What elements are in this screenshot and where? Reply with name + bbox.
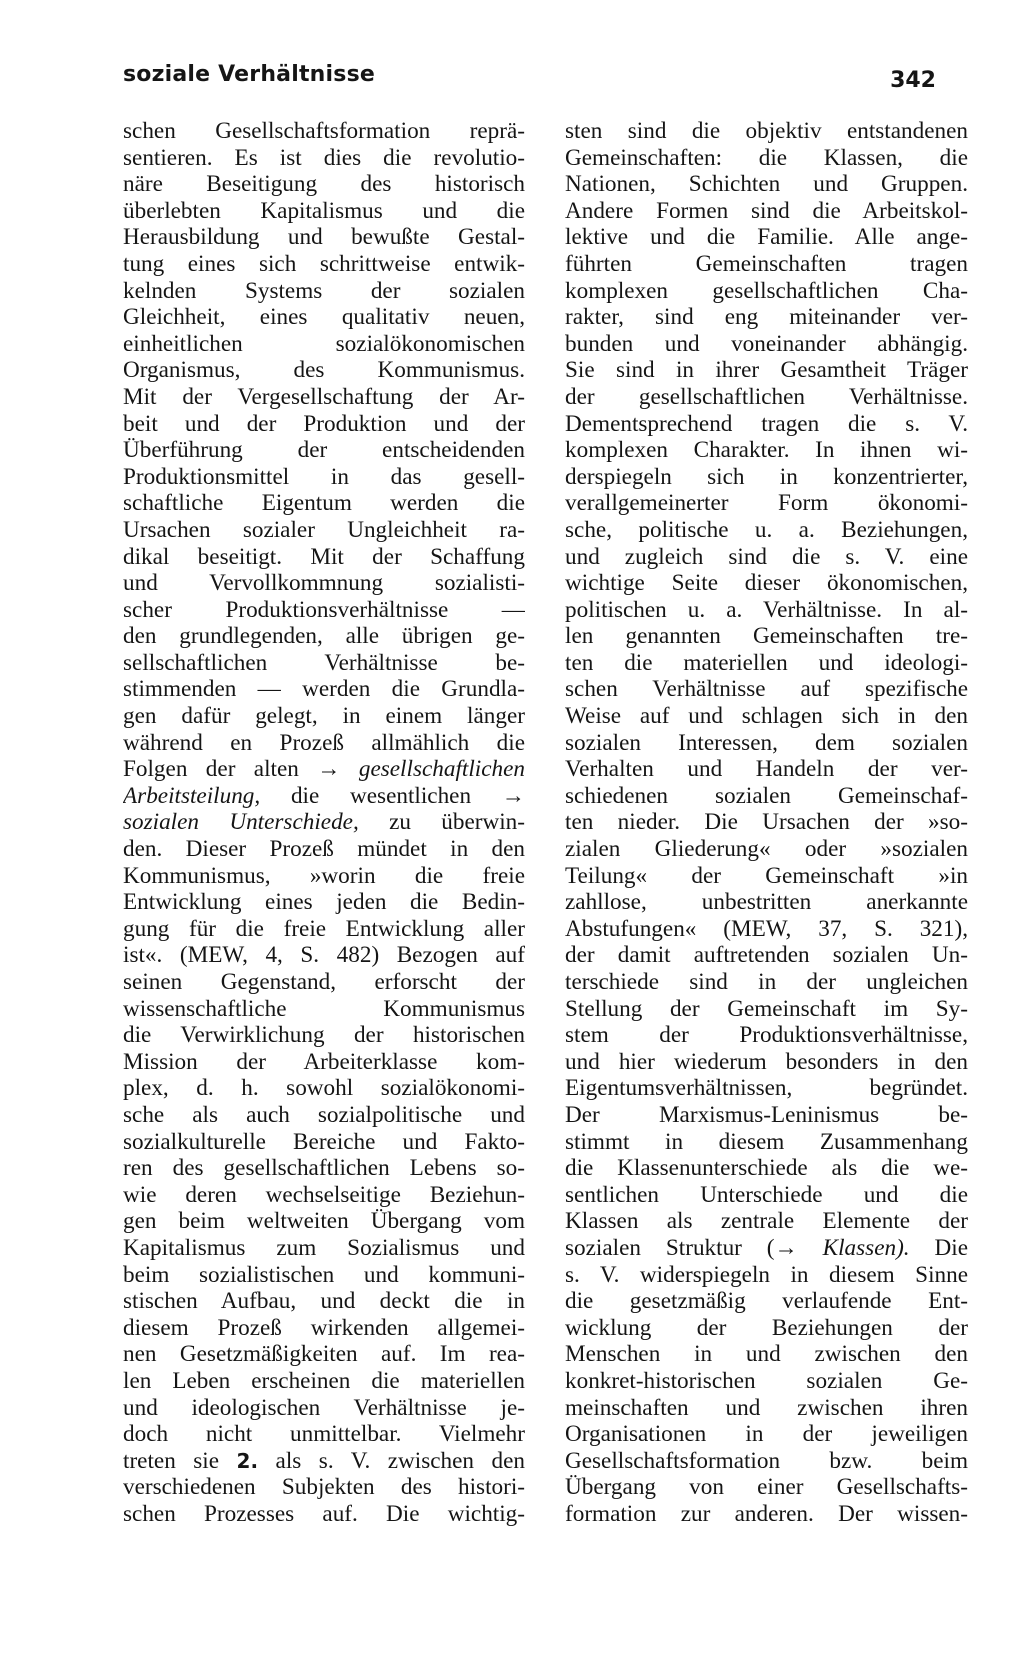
text-line: [123, 384, 525, 411]
text-line: [123, 650, 525, 677]
cross-reference: sozialen Unterschiede,: [123, 809, 359, 836]
text-run: Menschen in und zwischen den: [565, 1341, 968, 1368]
text-run: kelnden Systems der sozialen: [123, 277, 525, 304]
text-run: die Klassenunterschiede als die we-: [565, 1155, 968, 1182]
text-run: Übergang von einer Gesellschafts-: [565, 1474, 968, 1501]
text-run: scher Produktionsverhältnisse —: [123, 596, 525, 623]
text-run: lektive und die Familie. Alle ange-: [565, 224, 968, 251]
text-line: [123, 969, 525, 996]
text-run: Überführung der entscheidenden: [123, 437, 525, 464]
text-line: [123, 331, 525, 358]
text-line: [565, 1075, 968, 1102]
text-line: [565, 145, 968, 172]
text-line: [565, 1235, 968, 1262]
text-line: [123, 916, 525, 943]
text-line: [565, 836, 968, 863]
text-line: [565, 863, 968, 890]
text-line: [565, 1448, 968, 1475]
text-line: [123, 570, 525, 597]
text-run: und hier wiederum besonders in den: [565, 1048, 968, 1075]
text-line: [565, 1315, 968, 1342]
text-line: [123, 1474, 525, 1501]
text-line: [565, 756, 968, 783]
text-run: Organisationen in der jeweiligen: [565, 1421, 968, 1448]
text-run: stimmt in diesem Zusammenhang: [565, 1128, 968, 1155]
text-run: als s. V. zwischen den: [258, 1447, 525, 1474]
text-line: [123, 224, 525, 251]
text-run: Organismus, des Kommunismus.: [123, 357, 525, 384]
text-line: [123, 597, 525, 624]
text-line: [565, 1368, 968, 1395]
text-line: [565, 544, 968, 571]
text-run: sellschaftlichen Verhältnisse be-: [123, 649, 525, 676]
text-run: terschiede sind in der ungleichen: [565, 969, 968, 995]
text-line: [565, 437, 968, 464]
text-line: [565, 171, 968, 198]
text-run: doch nicht unmittelbar. Vielmehr: [123, 1421, 525, 1448]
text-run: gung für die freie Entwicklung aller: [123, 915, 525, 942]
text-line: [123, 437, 525, 464]
text-line: [565, 1155, 968, 1182]
cross-reference: Klassen).: [822, 1234, 910, 1261]
text-line: [123, 676, 525, 703]
text-line: [565, 996, 968, 1023]
text-run: sentlichen Unterschiede und die: [565, 1181, 968, 1208]
text-run: näre Beseitigung des historisch: [123, 171, 525, 198]
text-run: schen Prozesses auf. Die wichtig-: [123, 1500, 525, 1527]
text-line: [123, 1421, 525, 1448]
text-line: [565, 384, 968, 411]
section-number: 2.: [236, 1448, 259, 1473]
text-run: den. Dieser Prozeß mündet in den: [123, 836, 525, 863]
cross-reference: gesellschaftlichen: [358, 756, 525, 783]
text-run: Mit der Vergesellschaftung der Ar-: [123, 383, 525, 410]
text-line: [123, 730, 525, 757]
text-run: Weise auf und schlagen sich in den: [565, 703, 968, 730]
text-run: einheitlichen sozialökonomischen: [123, 330, 525, 357]
text-run: komplexen gesellschaftlichen Cha-: [565, 277, 968, 304]
text-line: [565, 1182, 968, 1209]
text-run: len Leben erscheinen die materiellen: [123, 1367, 525, 1394]
text-line: [123, 783, 525, 810]
text-line: [123, 1182, 525, 1209]
text-run: Eigentumsverhältnissen, begründet.: [565, 1075, 968, 1102]
text-run: stischen Aufbau, und deckt die in: [123, 1288, 525, 1315]
text-line: [123, 1395, 525, 1422]
text-line: [565, 730, 968, 757]
text-line: [565, 118, 968, 145]
text-run: ren des gesellschaftlichen Lebens so-: [123, 1155, 525, 1182]
text-line: [565, 916, 968, 943]
text-run: derspiegeln sich in konzentrierter,: [565, 463, 968, 490]
text-run: schaftliche Eigentum werden die: [123, 490, 525, 517]
text-run: gen dafür gelegt, in einem länger: [123, 703, 525, 730]
text-run: Gleichheit, eines qualitativ neuen,: [123, 304, 525, 331]
text-run: politischen u. a. Verhältnisse. In al-: [565, 596, 968, 623]
text-run: sentieren. Es ist dies die revolutio-: [123, 144, 525, 171]
text-run: Kapitalismus zum Sozialismus und: [123, 1234, 525, 1261]
text-line: [123, 623, 525, 650]
text-line: [565, 889, 968, 916]
text-run: sche als auch sozialpolitische und: [123, 1101, 525, 1128]
text-line: [565, 570, 968, 597]
text-line: [123, 863, 525, 890]
text-line: [123, 1129, 525, 1156]
text-line: [565, 1262, 968, 1289]
text-line: [565, 1341, 968, 1368]
text-run: Sie sind in ihrer Gesamtheit Träger: [565, 357, 968, 384]
text-run: Die: [909, 1234, 968, 1261]
text-run: die gesetzmäßig verlaufende Ent-: [565, 1288, 968, 1315]
text-line: [565, 1421, 968, 1448]
text-line: [123, 1155, 525, 1182]
text-run: seinen Gegenstand, erforscht der: [123, 969, 525, 995]
text-run: Stellung der Gemeinschaft im Sy-: [565, 995, 968, 1022]
text-line: [565, 650, 968, 677]
text-run: beit und der Produktion und der: [123, 410, 525, 437]
text-line: [123, 145, 525, 172]
text-line: [565, 224, 968, 251]
text-run: dikal beseitigt. Mit der Schaffung: [123, 543, 525, 570]
text-line: [565, 809, 968, 836]
text-line: [565, 490, 968, 517]
text-run: schen Verhältnisse auf spezifische: [565, 676, 968, 703]
text-line: [123, 889, 525, 916]
text-run: wicklung der Beziehungen der: [565, 1314, 968, 1341]
text-run: die wesentlichen →: [260, 782, 525, 809]
text-line: [123, 1022, 525, 1049]
text-run: zu überwin-: [358, 809, 525, 836]
text-run: zahllose, unbestritten anerkannte: [565, 889, 968, 916]
text-line: [565, 411, 968, 438]
text-run: Entwicklung eines jeden die Bedin-: [123, 889, 525, 916]
text-run: Folgen der alten →: [123, 756, 359, 783]
text-line: [565, 783, 968, 810]
text-line: [565, 304, 968, 331]
text-run: treten sie: [123, 1447, 237, 1474]
text-line: [123, 411, 525, 438]
text-line: [123, 304, 525, 331]
text-line: [123, 1288, 525, 1315]
text-run: len genannten Gemeinschaften tre-: [565, 623, 968, 650]
text-run: Abstufungen« (MEW, 37, S. 321),: [565, 915, 968, 942]
text-run: sozialkulturelle Bereiche und Fakto-: [123, 1128, 525, 1155]
text-line: [123, 1368, 525, 1395]
text-run: wie deren wechselseitige Beziehun-: [123, 1181, 525, 1208]
text-line: [123, 1315, 525, 1342]
text-line: [565, 198, 968, 225]
text-run: verschiedenen Subjekten des histori-: [123, 1474, 525, 1501]
text-line: [565, 1129, 968, 1156]
text-run: wichtige Seite dieser ökonomischen,: [565, 570, 968, 597]
text-run: stem der Produktionsverhältnisse,: [565, 1022, 968, 1049]
text-line: [565, 623, 968, 650]
text-line: [123, 544, 525, 571]
text-run: und ideologischen Verhältnisse je-: [123, 1394, 525, 1421]
text-line: [123, 703, 525, 730]
cross-reference: Arbeitsteilung,: [123, 782, 261, 809]
text-run: Teilung« der Gemeinschaft »in: [565, 862, 968, 889]
text-column-left: [123, 118, 525, 1527]
text-line: [565, 1102, 968, 1129]
text-line: [565, 1288, 968, 1315]
text-line: [565, 517, 968, 544]
text-line: [123, 357, 525, 384]
text-run: rakter, sind eng miteinander ver-: [565, 304, 968, 331]
text-run: sozialen Struktur (→: [565, 1234, 823, 1261]
text-run: formation zur anderen. Der wissen-: [565, 1500, 968, 1527]
text-line: [565, 676, 968, 703]
text-line: [565, 1049, 968, 1076]
text-run: Gesellschaftsformation bzw. beim: [565, 1447, 968, 1474]
running-head-title: soziale Verhältnisse: [123, 62, 375, 87]
text-line: [565, 597, 968, 624]
text-run: schiedenen sozialen Gemeinschaf-: [565, 782, 968, 809]
text-run: Verhalten und Handeln der ver-: [565, 756, 968, 783]
text-column-right: [565, 118, 968, 1527]
text-run: gen beim weltweiten Übergang vom: [123, 1208, 525, 1235]
text-line: [123, 1208, 525, 1235]
text-line: [123, 756, 525, 783]
text-run: die Verwirklichung der historischen: [123, 1022, 525, 1049]
text-run: ist«. (MEW, 4, S. 482) Bezogen auf: [123, 942, 525, 969]
text-run: Dementsprechend tragen die s. V.: [565, 410, 968, 437]
text-line: [565, 1474, 968, 1501]
text-run: ten nieder. Die Ursachen der »so-: [565, 809, 968, 836]
text-run: bunden und voneinander abhängig.: [565, 330, 968, 357]
text-run: plex, d. h. sowohl sozialökonomi-: [123, 1075, 525, 1102]
text-run: wissenschaftliche Kommunismus: [123, 995, 525, 1022]
text-run: überlebten Kapitalismus und die: [123, 197, 525, 224]
text-line: [123, 1341, 525, 1368]
text-run: den grundlegenden, alle übrigen ge-: [123, 623, 525, 650]
text-run: Klassen als zentrale Elemente der: [565, 1208, 968, 1235]
text-run: Andere Formen sind die Arbeitskol-: [565, 197, 968, 224]
text-run: meinschaften und zwischen ihren: [565, 1394, 968, 1421]
text-line: [123, 1501, 525, 1528]
text-run: Gemeinschaften: die Klassen, die: [565, 144, 968, 171]
text-run: und zugleich sind die s. V. eine: [565, 543, 968, 570]
text-line: [123, 1448, 525, 1475]
text-line: [565, 1022, 968, 1049]
text-line: [565, 331, 968, 358]
text-line: [123, 1075, 525, 1102]
text-run: und Vervollkommnung sozialisti-: [123, 570, 525, 597]
text-line: [123, 278, 525, 305]
text-run: verallgemeinerter Form ökonomi-: [565, 490, 968, 517]
text-run: diesem Prozeß wirkenden allgemei-: [123, 1314, 525, 1341]
text-run: schen Gesellschaftsformation reprä-: [123, 118, 525, 144]
text-run: sche, politische u. a. Beziehungen,: [565, 516, 968, 543]
text-run: ten die materiellen und ideologi-: [565, 649, 968, 676]
text-run: stimmenden — werden die Grundla-: [123, 676, 525, 703]
text-run: während en Prozeß allmählich die: [123, 729, 525, 756]
text-line: [565, 357, 968, 384]
text-run: Der Marxismus-Leninismus be-: [565, 1101, 968, 1128]
text-line: [123, 464, 525, 491]
text-line: [565, 942, 968, 969]
text-run: Ursachen sozialer Ungleichheit ra-: [123, 516, 525, 543]
text-line: [123, 836, 525, 863]
text-line: [123, 251, 525, 278]
text-run: nen Gesetzmäßigkeiten auf. Im rea-: [123, 1341, 525, 1368]
text-line: [123, 1262, 525, 1289]
text-line: [565, 1395, 968, 1422]
text-line: [123, 118, 525, 145]
text-line: [565, 278, 968, 305]
text-line: [123, 1235, 525, 1262]
text-run: konkret-historischen sozialen Ge-: [565, 1367, 968, 1394]
page-number: 342: [890, 68, 936, 93]
text-line: [565, 969, 968, 996]
text-line: [123, 809, 525, 836]
text-run: s. V. widerspiegeln in diesem Sinne: [565, 1261, 968, 1288]
text-line: [565, 1501, 968, 1528]
text-run: sten sind die objektiv entstandenen: [565, 118, 968, 144]
text-run: Produktionsmittel in das gesell-: [123, 463, 525, 490]
text-line: [123, 942, 525, 969]
text-line: [565, 464, 968, 491]
text-run: Kommunismus, »worin die freie: [123, 862, 525, 889]
text-line: [123, 198, 525, 225]
text-run: der damit auftretenden sozialen Un-: [565, 942, 968, 969]
text-run: der gesellschaftlichen Verhältnisse.: [565, 383, 968, 410]
text-run: zialen Gliederung« oder »sozialen: [565, 836, 968, 863]
text-run: beim sozialistischen und kommuni-: [123, 1261, 525, 1288]
text-line: [123, 490, 525, 517]
text-line: [565, 251, 968, 278]
text-run: Mission der Arbeiterklasse kom-: [123, 1048, 525, 1075]
text-line: [123, 1049, 525, 1076]
text-run: Nationen, Schichten und Gruppen.: [565, 171, 968, 198]
text-run: Herausbildung und bewußte Gestal-: [123, 224, 525, 251]
text-run: komplexen Charakter. In ihnen wi-: [565, 437, 968, 464]
text-run: führten Gemeinschaften tragen: [565, 250, 968, 277]
text-line: [123, 1102, 525, 1129]
text-line: [565, 703, 968, 730]
text-line: [123, 171, 525, 198]
text-line: [123, 517, 525, 544]
text-line: [123, 996, 525, 1023]
text-line: [565, 1208, 968, 1235]
text-run: tung eines sich schrittweise entwik-: [123, 250, 525, 277]
text-run: sozialen Interessen, dem sozialen: [565, 729, 968, 756]
